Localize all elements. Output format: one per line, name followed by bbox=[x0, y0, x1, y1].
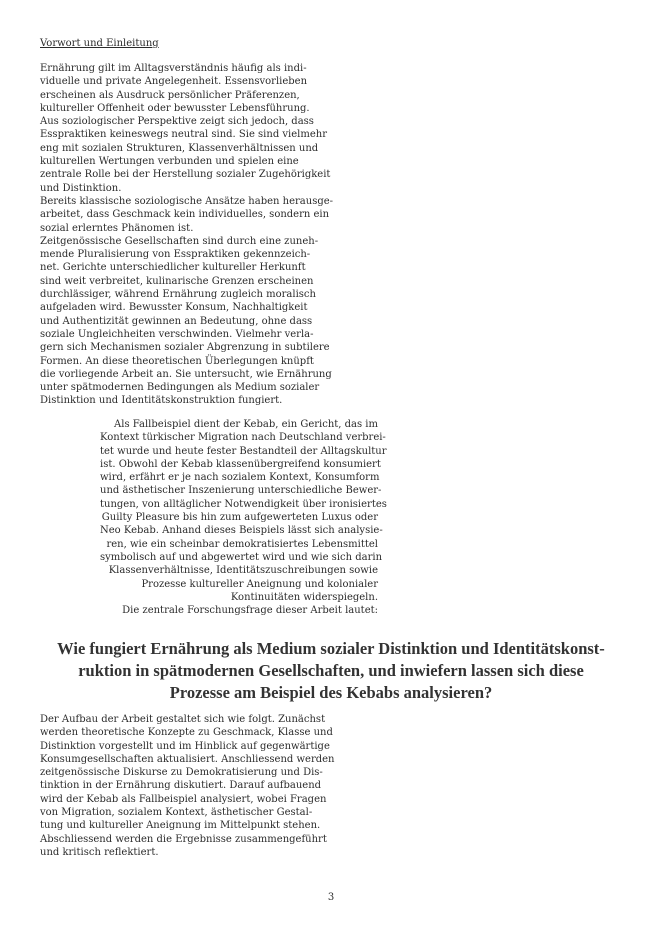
intro-line: unter spätmodernen Bedingungen als Medium sozialer bbox=[40, 382, 320, 394]
intro-line: sozial erlerntes Phänomen ist. bbox=[40, 222, 194, 234]
case-line: Klassenverhältnisse, Identitätszuschreibungen sowie bbox=[108, 565, 378, 577]
section-heading: Vorwort und Einleitung bbox=[40, 38, 159, 49]
outline-line: von Migration, sozialem Kontext, ästhetischer Gestal- bbox=[40, 807, 313, 819]
intro-line: die vorliegende Arbeit an. Sie untersucht, wie Ernährung bbox=[40, 368, 332, 380]
intro-line: soziale Ungleichheiten verschwinden. Vielmehr verla- bbox=[40, 328, 314, 340]
outline-line: Abschliessend werden die Ergebnisse zusammengeführt bbox=[40, 833, 327, 845]
intro-line: Distinktion und Identitätskonstruktion fungiert. bbox=[40, 395, 283, 407]
intro-line: aufgeladen wird. Bewusster Konsum, Nachhaltigkeit bbox=[40, 302, 308, 314]
intro-line: Esspraktiken keineswegs neutral sind. Sie sind vielmehr bbox=[40, 129, 327, 141]
outline-line: zeitgenössische Diskurse zu Demokratisierung und Dis- bbox=[40, 767, 323, 779]
intro-line: mende Pluralisierung von Esspraktiken gekennzeich- bbox=[40, 249, 311, 261]
case-line: symbolisch auf und abgewertet wird und wie sich darin bbox=[100, 551, 383, 563]
question-line: ruktion in spätmodernen Gesellschaften, und inwiefern lassen sich diese bbox=[78, 661, 584, 680]
intro-line: net. Gerichte unterschiedlicher kultureller Herkunft bbox=[40, 262, 306, 274]
intro-line: durchlässiger, während Ernährung zugleich moralisch bbox=[40, 289, 316, 301]
case-line: wird, erfährt er je nach sozialem Kontext, Konsumform bbox=[100, 472, 380, 484]
case-line: Kontext türkischer Migration nach Deutschland verbrei- bbox=[100, 432, 386, 444]
case-line: ren, wie ein scheinbar demokratisiertes Lebensmittel bbox=[106, 538, 378, 550]
page-number: 3 bbox=[327, 892, 335, 903]
intro-line: kultureller Offenheit oder bewusster Lebensführung. bbox=[40, 102, 310, 114]
case-line: tungen, von alltäglicher Notwendigkeit über ironisiertes bbox=[100, 498, 387, 510]
intro-line: zentrale Rolle bei der Herstellung sozialer Zugehörigkeit bbox=[40, 169, 331, 181]
intro-line: und Distinktion. bbox=[40, 182, 122, 194]
intro-line: sind weit verbreitet, kulinarische Grenzen erscheinen bbox=[40, 275, 314, 287]
intro-line: erscheinen als Ausdruck persönlicher Präferenzen, bbox=[40, 89, 300, 101]
outline-line: und kritisch reflektiert. bbox=[40, 846, 159, 858]
intro-line: kulturellen Wertungen verbunden und spielen eine bbox=[40, 156, 299, 168]
intro-line: Zeitgenössische Gesellschaften sind durch eine zuneh- bbox=[40, 235, 319, 247]
intro-line: arbeitet, dass Geschmack kein individuelles, sondern ein bbox=[40, 209, 330, 221]
case-line: Neo Kebab. Anhand dieses Beispiels lässt sich analysie- bbox=[100, 525, 383, 537]
case-study-paragraph bbox=[100, 418, 387, 617]
outline-line: Distinktion vorgestellt und im Hinblick auf gegenwärtige bbox=[40, 740, 330, 752]
case-line: Guilty Pleasure bis hin zum aufgewerteten Luxus oder bbox=[101, 512, 378, 524]
intro-line: eng mit sozialen Strukturen, Klassenverhältnissen und bbox=[40, 142, 319, 154]
case-line: tet wurde und heute fester Bestandteil der Alltagskultur bbox=[100, 445, 387, 457]
intro-line: Ernährung gilt im Alltagsverständnis häufig als indi- bbox=[40, 63, 307, 74]
case-line: und ästhetischer Inszenierung unterschiedliche Bewer- bbox=[100, 485, 382, 497]
intro-line: gern sich Mechanismen sozialer Abgrenzung in subtilere bbox=[40, 342, 330, 354]
question-line: Prozesse am Beispiel des Kebabs analysieren? bbox=[169, 683, 493, 702]
case-line: Prozesse kultureller Aneignung und kolonialer bbox=[141, 578, 378, 590]
intro-paragraph bbox=[40, 62, 334, 408]
case-line: ist. Obwohl der Kebab klassenübergreifend konsumiert bbox=[100, 458, 381, 470]
intro-line: Bereits klassische soziologische Ansätze haben herausge- bbox=[40, 195, 334, 207]
case-line: Die zentrale Forschungsfrage dieser Arbeit lautet: bbox=[122, 605, 378, 617]
intro-line: Formen. An diese theoretischen Überlegungen knüpft bbox=[40, 355, 314, 367]
research-question bbox=[40, 638, 622, 704]
outline-line: tinktion in der Ernährung diskutiert. Darauf aufbauend bbox=[40, 780, 322, 792]
outline-line: werden theoretische Konzepte zu Geschmack, Klasse und bbox=[40, 727, 333, 739]
outline-paragraph bbox=[40, 713, 335, 859]
outline-line: wird der Kebab als Fallbeispiel analysiert, wobei Fragen bbox=[40, 793, 327, 805]
outline-line: Konsumgesellschaften aktualisiert. Anschliessend werden bbox=[40, 753, 335, 765]
intro-line: viduelle und private Angelegenheit. Essensvorlieben bbox=[40, 76, 308, 88]
outline-line: tung und kultureller Aneignung im Mittelpunkt stehen. bbox=[40, 820, 321, 832]
question-line: Wie fungiert Ernährung als Medium sozialer Distinktion und Identitätskonst- bbox=[57, 639, 605, 658]
case-line: Als Fallbeispiel dient der Kebab, ein Gericht, das im bbox=[114, 419, 378, 430]
intro-line: und Authentizität gewinnen an Bedeutung, ohne dass bbox=[40, 315, 313, 327]
intro-line: Aus soziologischer Perspektive zeigt sich jedoch, dass bbox=[40, 116, 314, 128]
outline-line: Der Aufbau der Arbeit gestaltet sich wie folgt. Zunächst bbox=[40, 714, 326, 725]
case-line: Kontinuitäten widerspiegeln. bbox=[230, 591, 378, 603]
